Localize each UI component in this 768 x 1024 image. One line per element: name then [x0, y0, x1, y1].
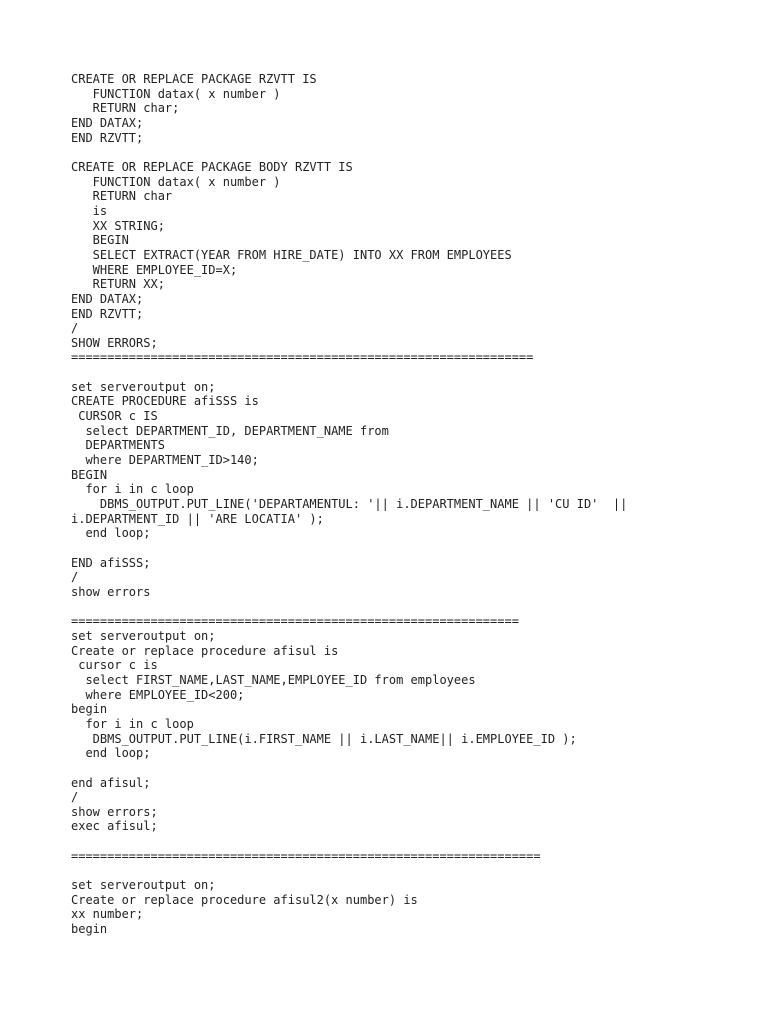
code-line: / [71, 790, 79, 805]
code-line: FUNCTION datax( x number ) [71, 174, 281, 189]
code-line: BEGIN [71, 233, 129, 248]
code-line: CREATE OR REPLACE PACKAGE BODY RZVTT IS [71, 159, 353, 174]
code-line: end afisul; [71, 775, 151, 790]
code-line: for i in c loop [71, 716, 194, 731]
code-line: end loop; [71, 746, 151, 761]
blank-line [71, 600, 627, 615]
code-line: Create or replace procedure afisul is [71, 643, 339, 658]
code-line: DEPARTMENTS [71, 438, 165, 453]
code-line: set serveroutput on; [71, 878, 216, 893]
code-line: end loop; [71, 526, 151, 541]
code-line: show errors; [71, 804, 158, 819]
code-line: END afiSSS; [71, 555, 151, 570]
code-line: RETURN char; [71, 101, 180, 116]
code-line: is [71, 203, 108, 218]
code-line: SELECT EXTRACT(YEAR FROM HIRE_DATE) INTO XX FROM EMPLOYEES [71, 247, 512, 262]
code-line: BEGIN [71, 467, 108, 482]
code-line: FUNCTION datax( x number ) [71, 86, 281, 101]
code-line: set serveroutput on; [71, 379, 216, 394]
code-line: cursor c is [71, 658, 158, 673]
code-line: begin [71, 922, 108, 937]
code-line: WHERE EMPLOYEE_ID=X; [71, 262, 238, 277]
blank-line [71, 541, 627, 556]
blank-line [71, 761, 627, 776]
code-line: select FIRST_NAME,LAST_NAME,EMPLOYEE_ID from employees [71, 672, 476, 687]
code-line: END RZVTT; [71, 306, 144, 321]
code-line: where EMPLOYEE_ID<200; [71, 687, 245, 702]
code-line: where DEPARTMENT_ID>140; [71, 453, 259, 468]
code-line: DBMS_OUTPUT.PUT_LINE(i.FIRST_NAME || i.LAST_NAME|| i.EMPLOYEE_ID ); [71, 731, 577, 746]
blank-line [71, 365, 627, 380]
code-line: END DATAX; [71, 115, 144, 130]
code-line: / [71, 321, 79, 336]
code-line: END DATAX; [71, 291, 144, 306]
code-line: CREATE OR REPLACE PACKAGE RZVTT IS [71, 72, 317, 86]
blank-line [71, 834, 627, 849]
code-line: xx number; [71, 907, 144, 922]
code-line: show errors [71, 584, 151, 599]
code-line: CREATE PROCEDURE afiSSS is [71, 394, 259, 409]
code-line: RETURN XX; [71, 277, 165, 292]
code-line: exec afisul; [71, 819, 158, 834]
code-line: XX STRING; [71, 218, 165, 233]
code-listing [71, 72, 627, 937]
code-line: SHOW ERRORS; [71, 335, 158, 350]
code-line: CURSOR c IS [71, 409, 158, 424]
code-line: set serveroutput on; [71, 628, 216, 643]
code-line: ============================================================== [71, 614, 519, 629]
code-line: ================================================================= [71, 848, 541, 863]
code-line: / [71, 570, 79, 585]
code-line: END RZVTT; [71, 130, 144, 145]
code-line: DBMS_OUTPUT.PUT_LINE('DEPARTAMENTUL: '|| i.DEPARTMENT_NAME || 'CU ID' || [71, 497, 628, 512]
code-line: Create or replace procedure afisul2(x number) is [71, 892, 418, 907]
code-line: i.DEPARTMENT_ID || 'ARE LOCATIA' ); [71, 511, 324, 526]
code-line: select DEPARTMENT_ID, DEPARTMENT_NAME from [71, 423, 389, 438]
blank-line [71, 863, 627, 878]
code-line: for i in c loop [71, 482, 194, 497]
code-line: ================================================================ [71, 350, 534, 365]
code-line: RETURN char [71, 189, 173, 204]
code-line: begin [71, 702, 108, 717]
blank-line [71, 145, 627, 160]
